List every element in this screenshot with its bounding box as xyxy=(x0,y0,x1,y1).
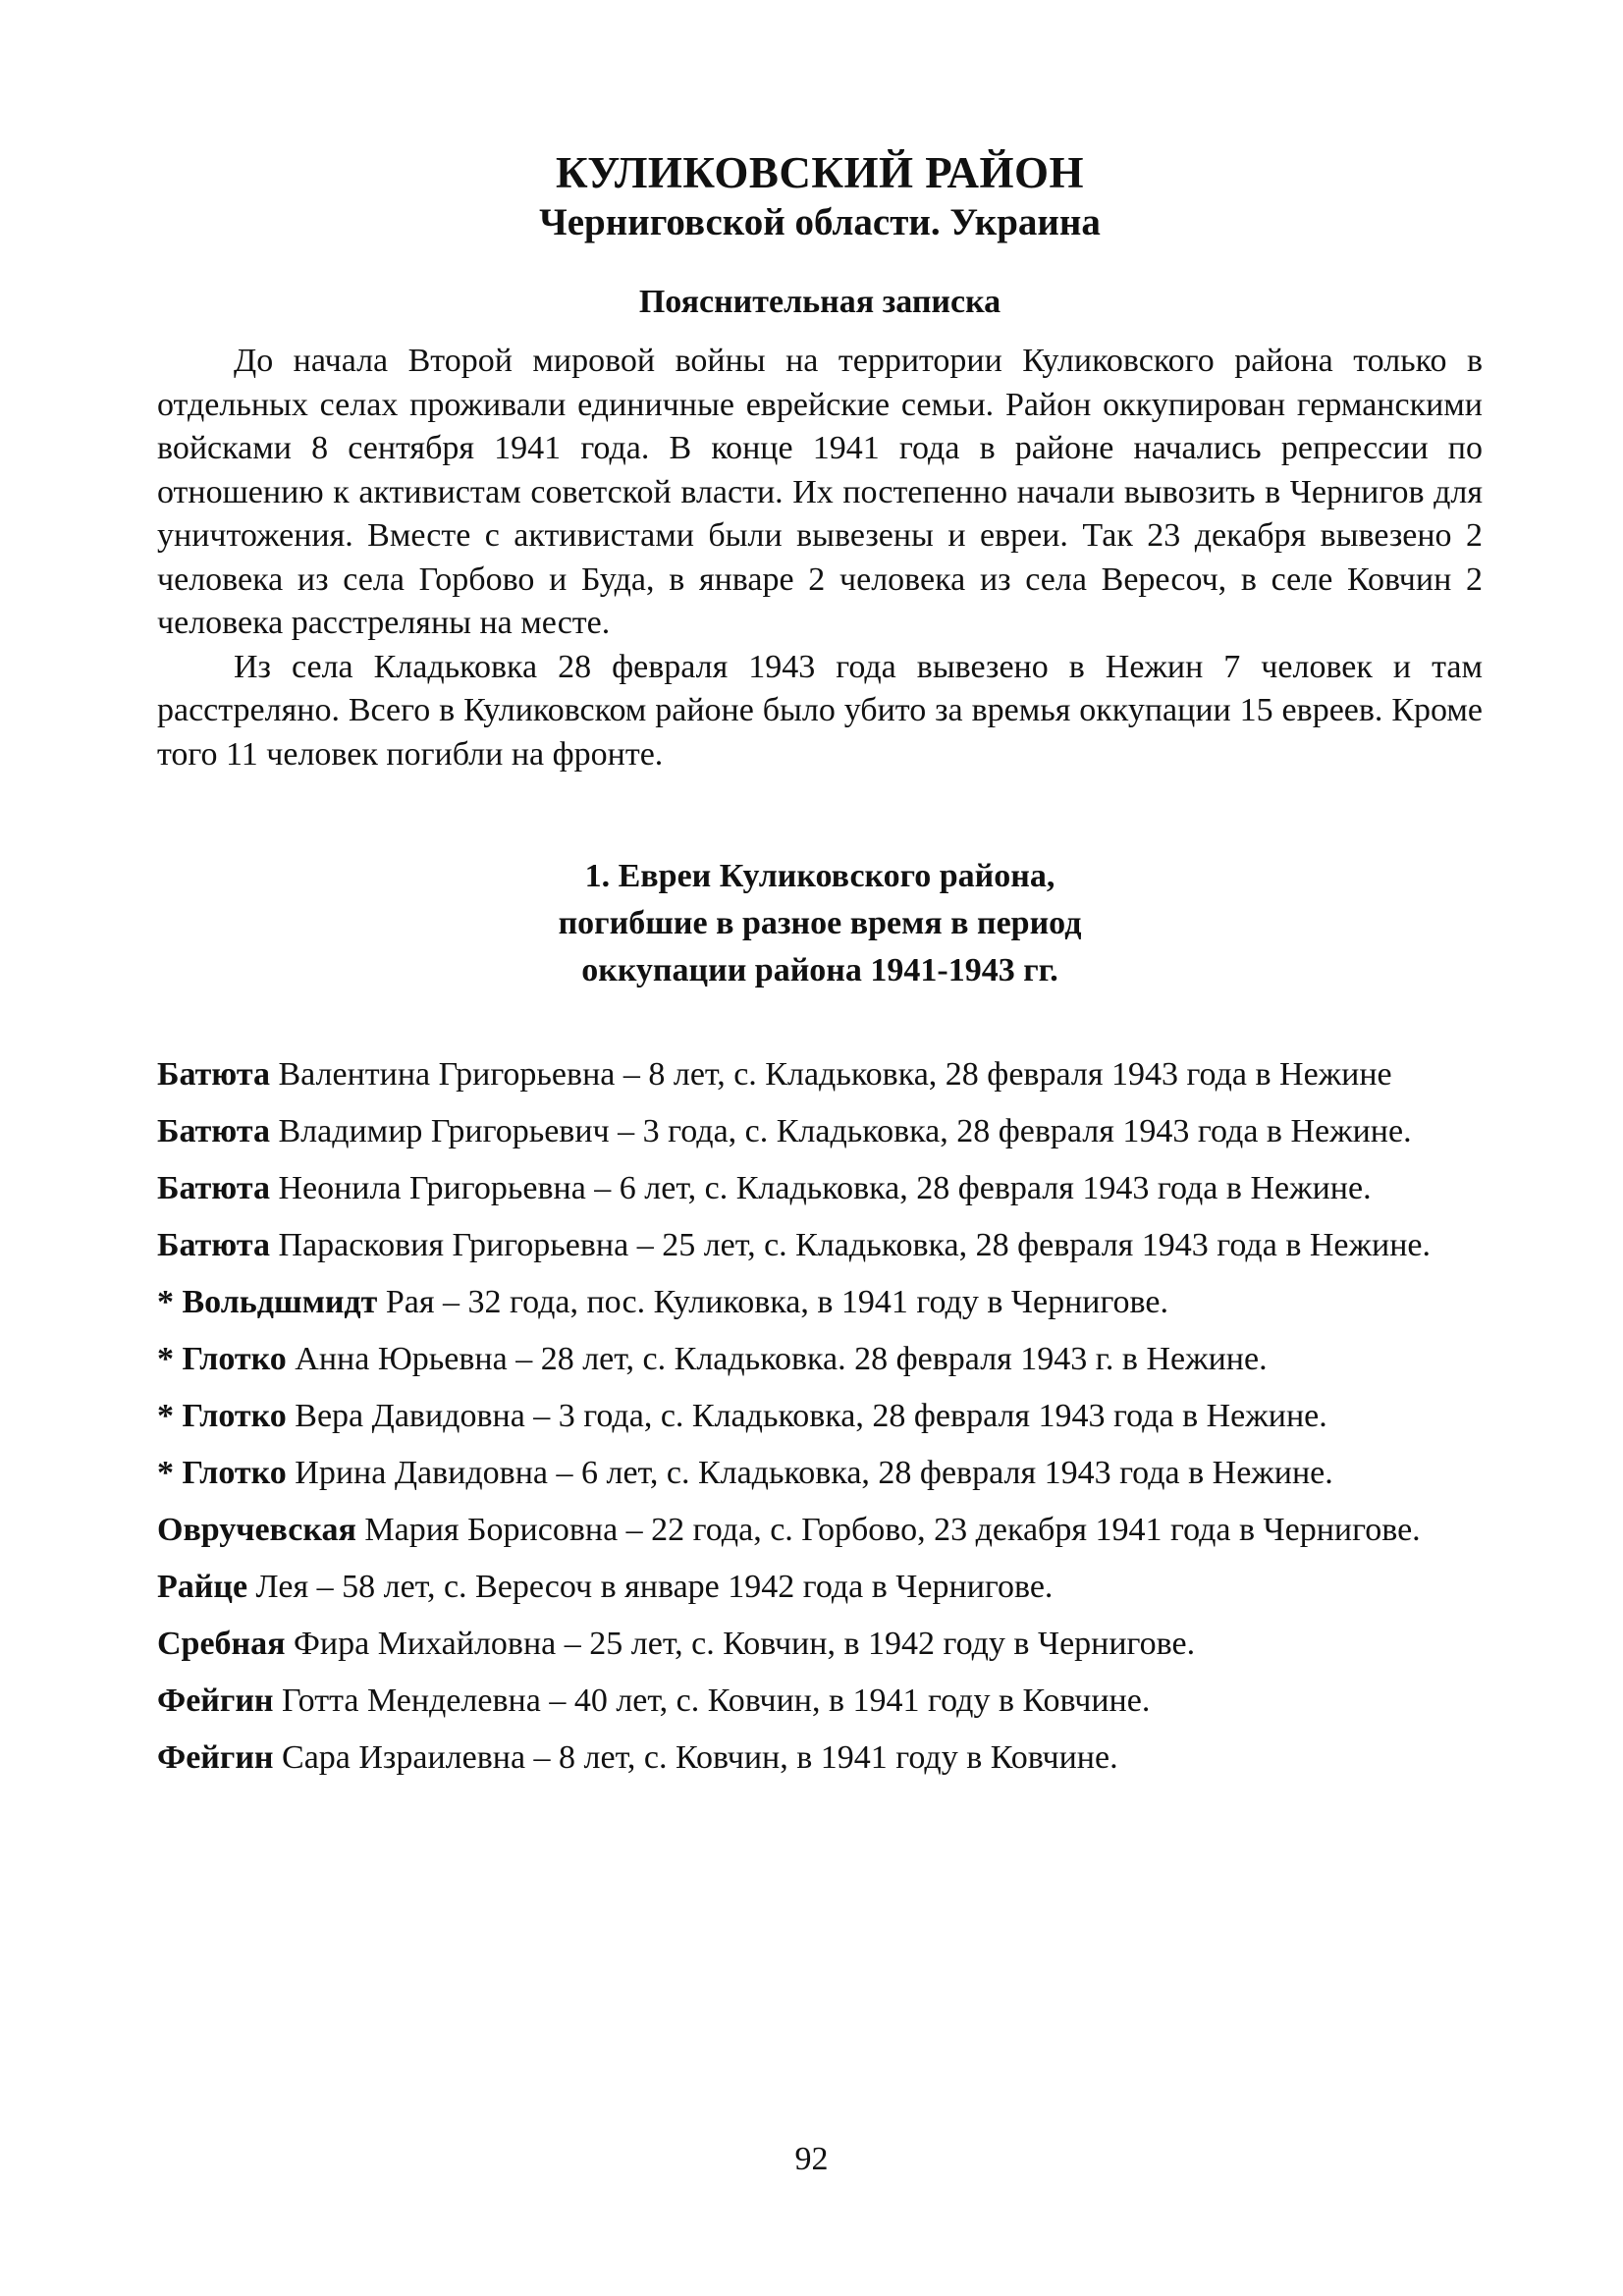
entry-text: Вера Давидовна – 3 года, с. Кладьковка, 28 февраля 1943 года в Нежине. xyxy=(286,1398,1327,1434)
section-heading-line: оккупации района 1941-1943 гг. xyxy=(581,952,1058,988)
entry-text: Мария Борисовна – 22 года, с. Горбово, 23 декабря 1941 года в Чернигове. xyxy=(355,1512,1421,1548)
entry-mark: * xyxy=(157,1455,183,1491)
note-heading: Пояснительная записка xyxy=(638,284,1001,320)
entry-text: Рая – 32 года, пос. Куликовка, в 1941 году в Чернигове. xyxy=(377,1284,1169,1320)
list-item xyxy=(157,1623,1483,1666)
page-number: 92 xyxy=(794,2141,829,2177)
list-item xyxy=(157,1338,1483,1381)
entry-surname: Овручевская xyxy=(157,1512,356,1548)
list-item xyxy=(157,1281,1483,1324)
section-heading-line: погибшие в разное время в период xyxy=(558,905,1082,941)
entry-surname: Фейгин xyxy=(157,1739,274,1776)
entry-surname: Глотко xyxy=(182,1341,287,1377)
document-page xyxy=(157,147,1483,1793)
entry-mark: * xyxy=(157,1284,183,1320)
victim-list xyxy=(157,1053,1483,1780)
page-title: КУЛИКОВСКИЙ РАЙОН xyxy=(556,148,1084,197)
list-item xyxy=(157,1224,1483,1267)
entry-text: Владимир Григорьевич – 3 года, с. Кладьковка, 28 февраля 1943 года в Нежине. xyxy=(269,1113,1412,1149)
entry-text: Парасковия Григорьевна – 25 лет, с. Кладьковка, 28 февраля 1943 года в Нежине. xyxy=(269,1227,1431,1263)
entry-surname: Батюта xyxy=(157,1113,270,1149)
entry-text: Валентина Григорьевна – 8 лет, с. Кладьковка, 28 февраля 1943 года в Нежине xyxy=(269,1056,1392,1093)
entry-surname: Глотко xyxy=(182,1398,287,1434)
list-item xyxy=(157,1566,1483,1609)
entry-text: Ирина Давидовна – 6 лет, с. Кладьковка, 28 февраля 1943 года в Нежине. xyxy=(286,1455,1333,1491)
entry-mark: * xyxy=(157,1398,183,1434)
list-item xyxy=(157,1452,1483,1495)
list-item xyxy=(157,1110,1483,1153)
entry-surname: Райце xyxy=(157,1569,248,1605)
entry-mark: * xyxy=(157,1341,183,1377)
list-item xyxy=(157,1053,1483,1096)
entry-text: Фира Михайловна – 25 лет, с. Ковчин, в 1942 году в Чернигове. xyxy=(285,1626,1196,1662)
entry-text: Неонила Григорьевна – 6 лет, с. Кладьковка, 28 февраля 1943 года в Нежине. xyxy=(269,1170,1372,1206)
section-heading-line: 1. Евреи Куликовского района, xyxy=(584,858,1055,894)
note-paragraph: До начала Второй мировой войны на территории Куликовского района только в отдельных селах проживали единичные еврейские семьи. Район оккупирован германскими войсками 8 сентября 1941 года. В конце 1941 года в районе начались репрессии по отношению к активистам советской власти. Их постепенно начали вывозить в Чернигов для уничтожения. Вместе с активистами были вывезены и евреи. Так 23 декабря вывезено 2 человека из села Горбово и Буда, в январе 2 человека из села Вересоч, в селе Ковчин 2 человека расстреляны на месте. xyxy=(157,343,1483,641)
entry-surname: Вольдшмидт xyxy=(182,1284,378,1320)
list-item xyxy=(157,1680,1483,1723)
list-item xyxy=(157,1736,1483,1780)
entry-surname: Батюта xyxy=(157,1056,270,1093)
note-paragraph: Из села Кладьковка 28 февраля 1943 года вывезено в Нежин 7 человек и там расстреляно. Всего в Куликовском районе было убито за времья оккупации 15 евреев. Кроме того 11 человек погибли на фронте. xyxy=(157,648,1483,773)
entry-text: Анна Юрьевна – 28 лет, с. Кладьковка. 28 февраля 1943 г. в Нежине. xyxy=(286,1341,1268,1377)
entry-surname: Батюта xyxy=(157,1227,270,1263)
list-item xyxy=(157,1509,1483,1552)
entry-text: Готта Менделевна – 40 лет, с. Ковчин, в 1941 году в Ковчине. xyxy=(273,1682,1151,1719)
entry-surname: Глотко xyxy=(182,1455,287,1491)
entry-surname: Фейгин xyxy=(157,1682,274,1719)
entry-text: Сара Израилевна – 8 лет, с. Ковчин, в 1941 году в Ковчине. xyxy=(273,1739,1118,1776)
section-heading xyxy=(157,853,1483,994)
entry-surname: Батюта xyxy=(157,1170,270,1206)
entry-text: Лея – 58 лет, с. Вересоч в январе 1942 года в Чернигове. xyxy=(247,1569,1054,1605)
entry-surname: Сребная xyxy=(157,1626,286,1662)
list-item xyxy=(157,1395,1483,1438)
page-subtitle: Черниговской области. Украина xyxy=(539,201,1101,243)
list-item xyxy=(157,1167,1483,1210)
